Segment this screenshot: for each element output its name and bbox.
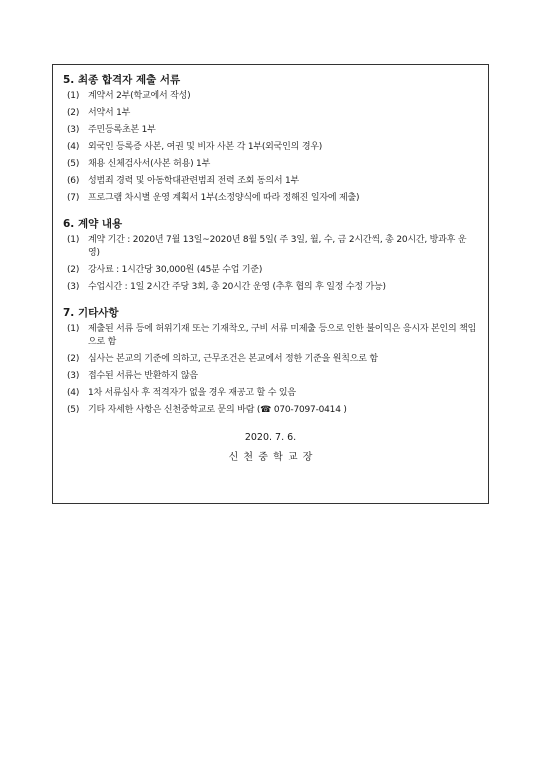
- item-text: 제출된 서류 등에 허위기재 또는 기재착오, 구비 서류 미제출 등으로 인한 불이익은 응시자 본인의 책임으로 함: [88, 324, 477, 347]
- item-number: (3): [67, 125, 80, 135]
- item-number: (1): [67, 235, 80, 245]
- item-number: (4): [67, 388, 80, 398]
- issuer-name: 신 천 중 학 교 장: [228, 452, 313, 463]
- item-number: (6): [67, 176, 80, 186]
- list-item: [63, 141, 478, 154]
- section-title: 5. 최종 합격자 제출 서류: [63, 74, 181, 86]
- item-number: (7): [67, 193, 80, 203]
- item-text: 접수된 서류는 반환하지 않음: [88, 371, 198, 381]
- item-number: (2): [67, 108, 80, 118]
- list-item: [63, 90, 478, 103]
- item-number: (2): [67, 354, 80, 364]
- section-contract-details: [63, 217, 478, 294]
- list-item: [63, 264, 478, 277]
- list-item: [63, 124, 478, 137]
- list-item: [63, 192, 478, 205]
- document-box: [52, 64, 489, 504]
- document-date: 2020. 7. 6.: [244, 432, 297, 443]
- section-title: 7. 기타사항: [63, 307, 119, 319]
- list-item: [63, 404, 478, 417]
- item-number: (5): [67, 159, 80, 169]
- section-other-notes: [63, 306, 478, 417]
- list-item: [63, 281, 478, 294]
- item-text: 강사료 : 1시간당 30,000원 (45분 수업 기준): [88, 265, 263, 275]
- list-item: [63, 175, 478, 188]
- item-text: 주민등록초본 1부: [88, 125, 156, 135]
- item-text: 계약서 2부(학교에서 작성): [88, 91, 191, 101]
- list-item: [63, 234, 478, 260]
- item-text: 계약 기간 : 2020년 7월 13일~2020년 8월 5일( 주 3일, 월, 수, 금 2시간씩, 총 20시간, 방과후 운영): [88, 235, 467, 258]
- item-number: (4): [67, 142, 80, 152]
- section-title: 6. 계약 내용: [63, 218, 123, 230]
- list-item: [63, 158, 478, 171]
- item-number: (3): [67, 282, 80, 292]
- item-text: 서약서 1부: [88, 108, 131, 118]
- item-number: (1): [67, 324, 80, 334]
- item-text: 외국인 등록증 사본, 여권 및 비자 사본 각 1부(외국인의 경우): [88, 142, 323, 152]
- item-text: 채용 신체검사서(사본 허용) 1부: [88, 159, 211, 169]
- item-text: 성범죄 경력 및 아동학대관련범죄 전력 조회 동의서 1부: [88, 176, 300, 186]
- list-item: [63, 323, 478, 349]
- item-number: (1): [67, 91, 80, 101]
- item-text: 기타 자세한 사항은 신천중학교로 문의 바람 (☎ 070-7097-0414 ): [88, 405, 347, 415]
- item-number: (2): [67, 265, 80, 275]
- item-text: 프로그램 차시별 운영 계획서 1부(소정양식에 따라 정해진 일자에 제출): [88, 193, 360, 203]
- item-number: (5): [67, 405, 80, 415]
- section-final-documents: [63, 73, 478, 205]
- item-number: (3): [67, 371, 80, 381]
- item-text: 심사는 본교의 기준에 의하고, 근무조건은 본교에서 정한 기준을 원칙으로 함: [88, 354, 378, 364]
- item-text: 수업시간 : 1일 2시간 주당 3회, 총 20시간 운영 (추후 협의 후 일정 수정 가능): [88, 282, 386, 292]
- list-item: [63, 387, 478, 400]
- list-item: [63, 107, 478, 120]
- list-item: [63, 370, 478, 383]
- item-text: 1차 서류심사 후 적격자가 없을 경우 재공고 할 수 있음: [88, 388, 296, 398]
- list-item: [63, 353, 478, 366]
- document-footer: [63, 431, 478, 465]
